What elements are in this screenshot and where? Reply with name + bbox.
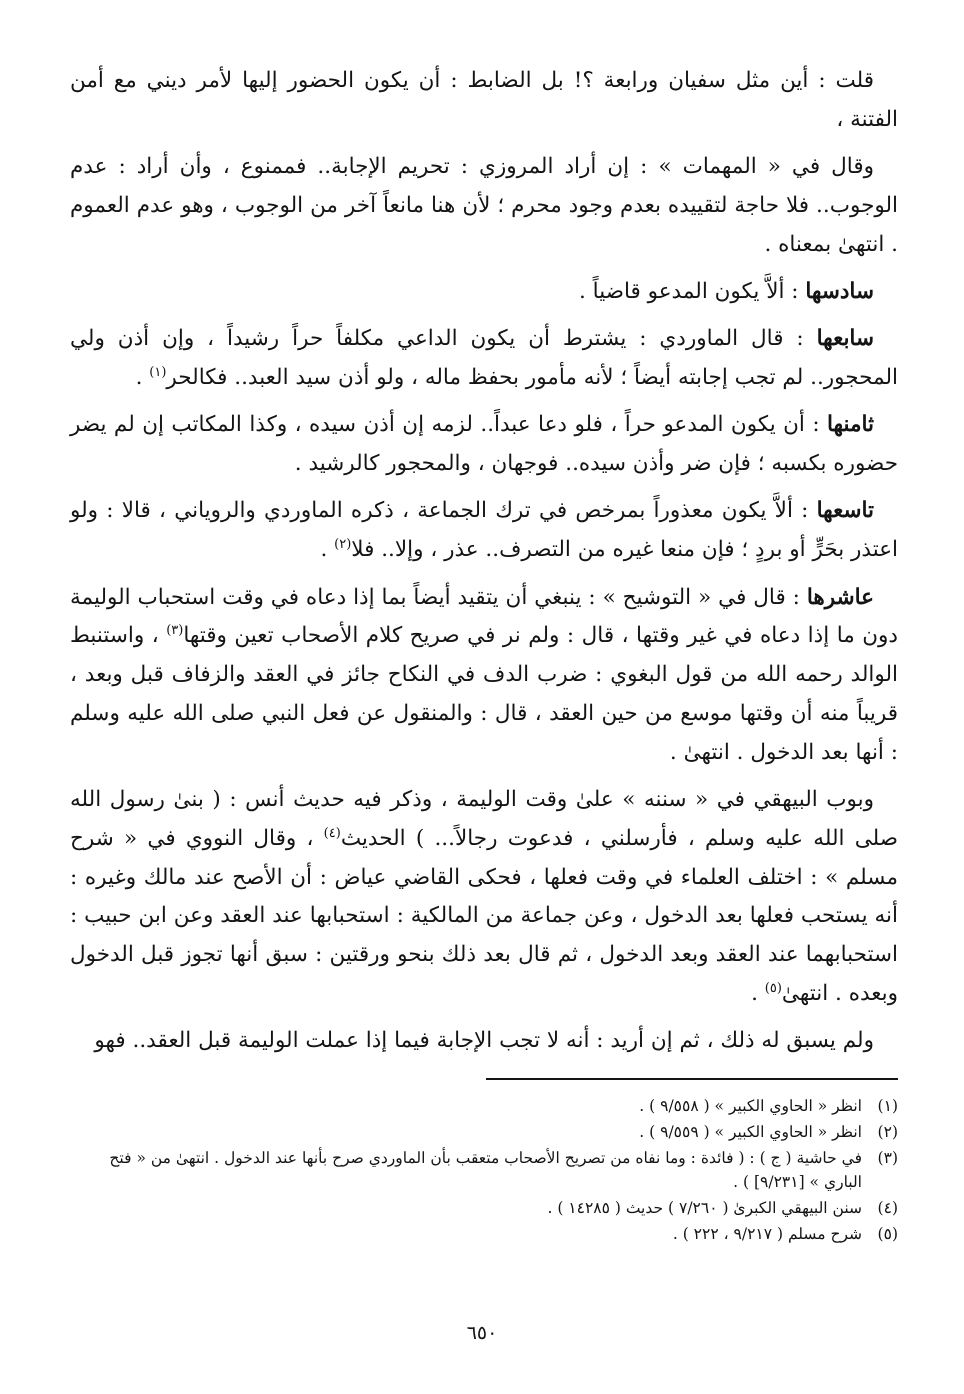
footnote-number: (٢) xyxy=(877,1123,898,1141)
page-number: ٦٥٠ xyxy=(466,1322,498,1344)
footnote-text: شرح مسلم ( ٩/٢١٧ ، ٢٢٢ ) . xyxy=(672,1225,862,1243)
paragraph-lead: ثامنها xyxy=(827,412,874,438)
paragraph-lead: تاسعها xyxy=(816,498,874,524)
footnote-ref: (٣) xyxy=(166,623,184,639)
footnote-ref: (٥) xyxy=(764,980,782,996)
paragraph-text: قلت : أين مثل سفيان ورابعة ؟! بل الضابط : أن يكون الحضور إليها لأمر ديني مع أمن الفتنة ، xyxy=(70,68,898,132)
footnote xyxy=(70,1146,898,1194)
paragraph-5 xyxy=(70,406,898,484)
footnote xyxy=(70,1196,898,1220)
footnote-number: (٤) xyxy=(877,1199,898,1217)
footnote xyxy=(70,1120,898,1144)
footnote-ref: (٢) xyxy=(334,537,352,553)
footnote-ref: (١) xyxy=(149,364,167,380)
paragraph-lead: عاشرها xyxy=(806,584,874,610)
paragraph-text: : أن يكون المدعو حراً ، فلو دعا عبداً.. لزمه إن أذن سيده ، وكذا المكاتب إن لم يضر حضوره بكسبه ؛ فإن ضر وأذن سيده.. فوجهان ، والمحجور كالرشيد . xyxy=(70,412,898,477)
main-text xyxy=(70,62,898,1070)
paragraph-9 xyxy=(70,1022,898,1061)
paragraph-text: : قال في « التوشيح » : ينبغي أن يتقيد أيضاً بما إذا دعاه في وقت استحباب الوليمة دون ما إذا دعاه في غير وقتها ، قال : ولم نر في صريح كلام الأصحاب تعين وقتها xyxy=(70,584,899,649)
paragraph-tail: . xyxy=(135,365,150,391)
paragraph-1 xyxy=(70,62,898,140)
paragraph-text: وقال في « المهمات » : إن أراد المروزي : تحريم الإجابة.. فممنوع ، وأن أراد : عدم الوجوب.. فلا حاجة لتقييده بعدم وجود محرم ؛ لأن هنا مانعاً آخر من الوجوب ، وهو عدم العموم . انتهىٰ بمعناه . xyxy=(70,154,898,257)
footnote-number: (٣) xyxy=(877,1149,898,1167)
paragraph-text: وبوب البيهقي في « سننه » علىٰ وقت الوليمة ، وذكر فيه حديث أنس : ( بنىٰ رسول الله صلى الله عليه وسلم ، فأرسلني ، فدعوت رجالاً... ) الحديث xyxy=(70,787,899,851)
paragraph-8 xyxy=(70,781,898,1014)
footnote-text: انظر « الحاوي الكبير » ( ٩/٥٥٩ ) . xyxy=(639,1123,862,1141)
paragraph-6 xyxy=(70,492,898,570)
paragraph-tail: . xyxy=(751,981,765,1007)
paragraph-lead: سادسها xyxy=(805,278,874,304)
paragraph-text: : ألاَّ يكون معذوراً بمرخص في ترك الجماعة ، ذكره الماوردي والروياني ، قالا : ولو اعتذر بحَرٍّ أو بردٍ ؛ فإن منعا غيره من التصرف.. عذر ، وإلا.. فلا xyxy=(70,498,898,563)
paragraph-tail: ، واستنبط الوالد رحمه الله من قول البغوي : ضرب الدف في النكاح جائز في العقد والزفاف قبل وبعد ، قريباً منه أن وقتها موسع من حين العقد ، قال : والمنقول عن فعل النبي صلى الله عليه وسلم : أنها بعد الدخول . انتهىٰ . xyxy=(70,623,898,765)
paragraph-tail: . xyxy=(320,537,335,563)
paragraph-text: : ألاَّ يكون المدعو قاضياً . xyxy=(579,278,806,304)
footnote-number: (٥) xyxy=(877,1225,898,1243)
paragraph-tail: ، وقال النووي في « شرح مسلم » : اختلف العلماء في وقت فعلها ، فحكى القاضي عياض : أن الأصح عند مالك وغيره : أنه يستحب فعلها بعد الدخول ، وعن جماعة من المالكية : استحبابها عند العقد وعن ابن حبيب : استحبابهما عند العقد وبعد الدخول ، ثم قال بعد ذلك بنحو ورقتين : سبق أنها تجوز قبل الدخول وبعده . انتهىٰ xyxy=(70,825,898,1007)
footnote xyxy=(70,1094,898,1118)
paragraph-3 xyxy=(70,273,898,312)
footnote-ref: (٤) xyxy=(323,825,341,841)
footnote-number: (١) xyxy=(877,1097,898,1115)
paragraph-4 xyxy=(70,320,898,398)
paragraph-text: ولم يسبق له ذلك ، ثم إن أريد : أنه لا تجب الإجابة فيما إذا عملت الوليمة قبل العقد.. فهو xyxy=(94,1028,874,1054)
paragraph-lead: سابعها xyxy=(816,326,874,352)
paragraph-2 xyxy=(70,148,898,264)
footnote xyxy=(70,1222,898,1246)
footnote-divider xyxy=(486,1078,898,1080)
footnotes xyxy=(70,1094,898,1248)
footnote-text: سنن البيهقي الكبرىٰ ( ٧/٢٦٠ ) حديث ( ١٤٢٨٥ ) . xyxy=(547,1199,862,1217)
footnote-text: في حاشية ( ج ) : ( فائدة : وما نفاه من تصريح الأصحاب متعقب بأن الماوردي صرح بأنها عند الدخول . انتهىٰ من « فتح الباري » [٩/٢٣١] ) . xyxy=(109,1149,862,1191)
footnote-text: انظر « الحاوي الكبير » ( ٩/٥٥٨ ) . xyxy=(639,1097,862,1115)
paragraph-7 xyxy=(70,579,898,773)
paragraph-text: : قال الماوردي : يشترط أن يكون الداعي مكلفاً حراً رشيداً ، وإن أذن ولي المحجور.. لم تجب إجابته أيضاً ؛ لأنه مأمور بحفظ ماله ، ولو أذن سيد العبد.. فكالحر xyxy=(70,326,898,391)
